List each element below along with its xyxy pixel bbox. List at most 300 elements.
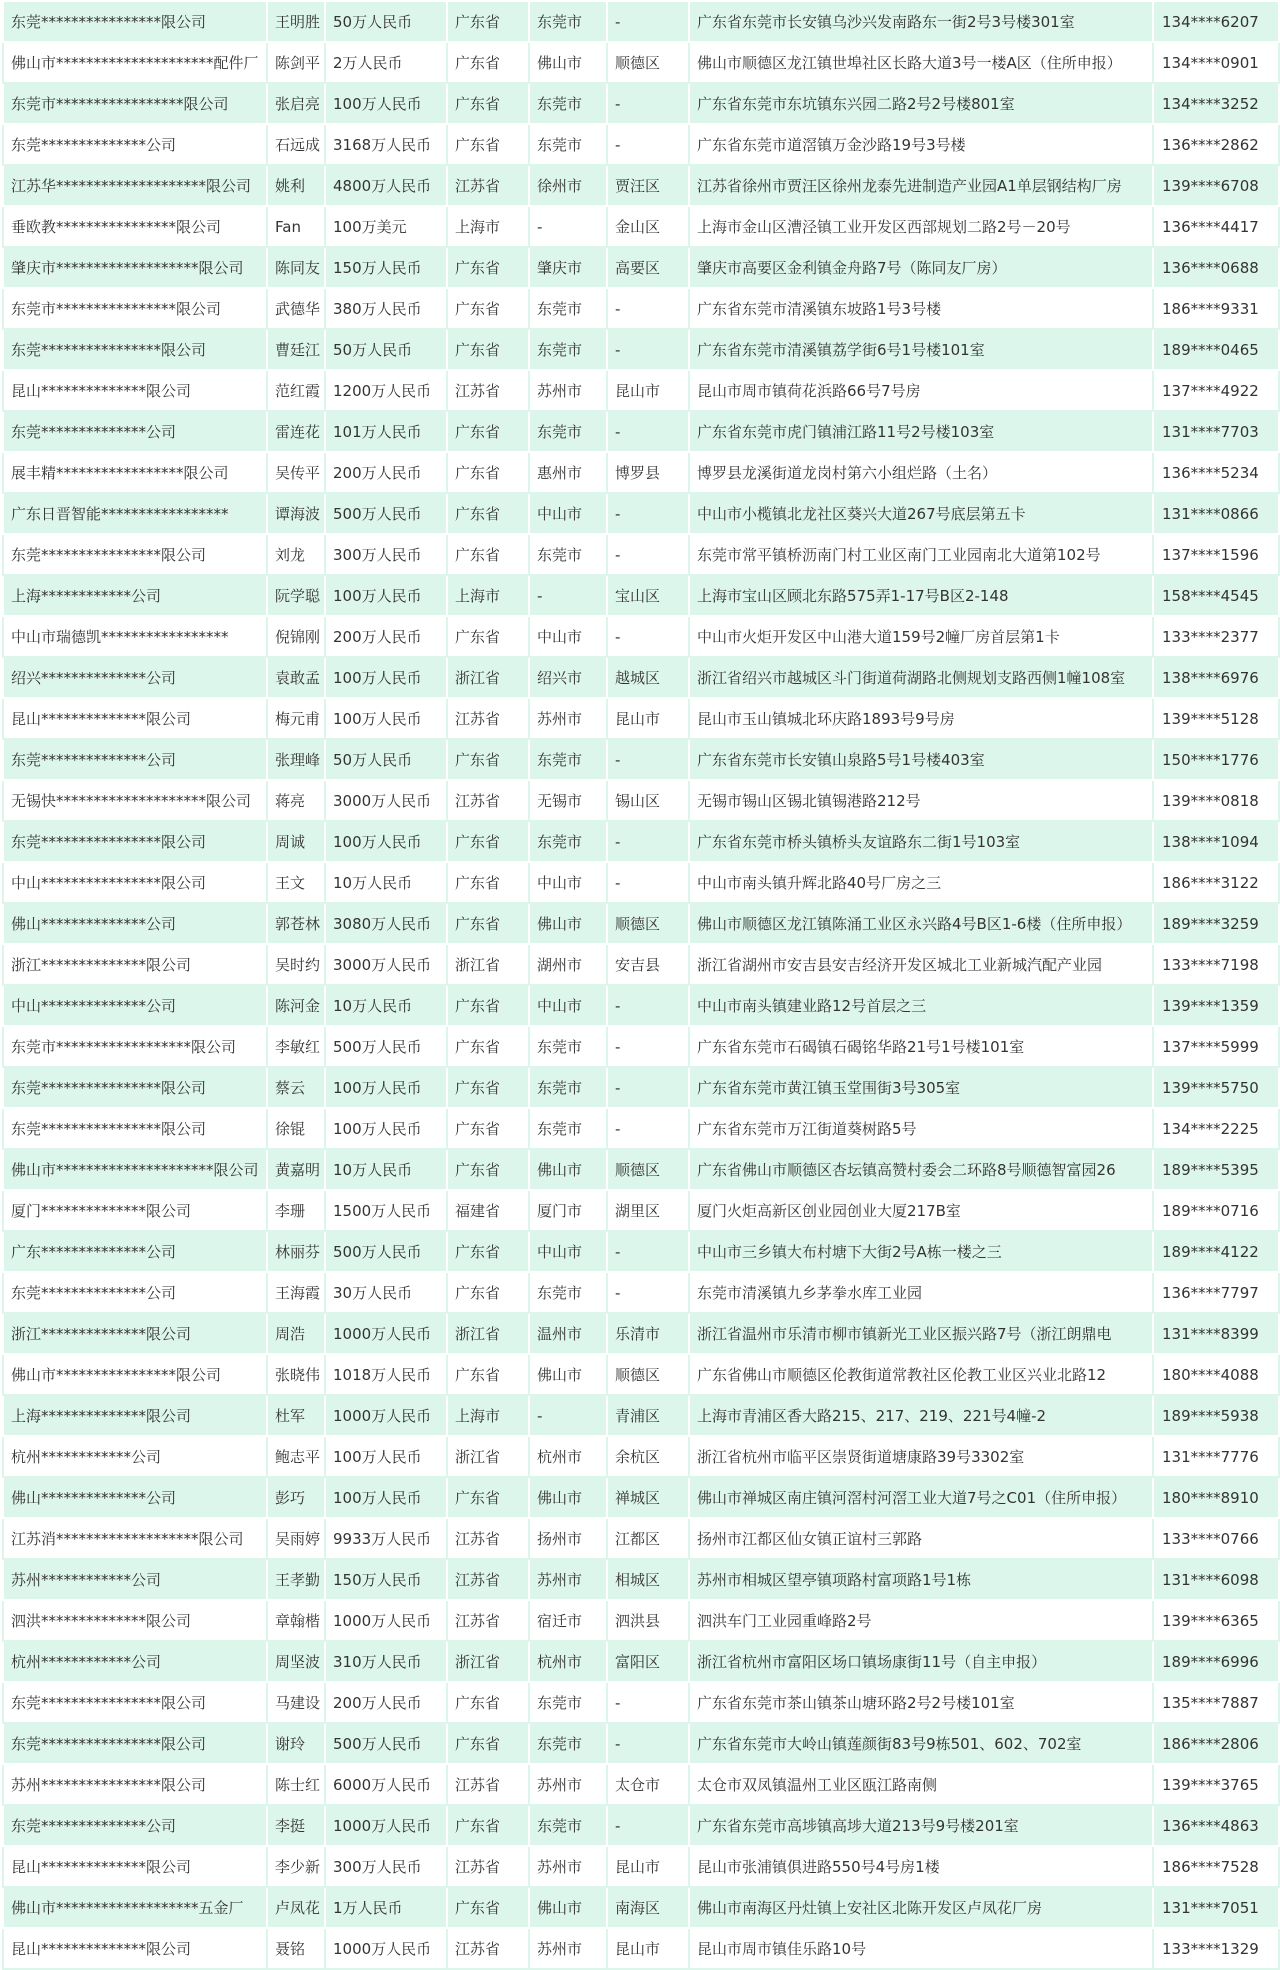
city-cell: 杭州市 bbox=[529, 1641, 607, 1682]
company-name-cell: 昆山**************限公司 bbox=[3, 698, 267, 739]
company-name-cell: 东莞****************限公司 bbox=[3, 1682, 267, 1723]
district-cell: - bbox=[607, 1108, 689, 1149]
city-cell: 佛山市 bbox=[529, 1477, 607, 1518]
city-cell: 苏州市 bbox=[529, 370, 607, 411]
table-row bbox=[3, 1846, 1279, 1887]
table-row bbox=[3, 1, 1279, 42]
city-cell: - bbox=[529, 206, 607, 247]
province-cell: 江苏省 bbox=[447, 1600, 529, 1641]
company-name-cell: 佛山市*********************限公司 bbox=[3, 1149, 267, 1190]
phone-cell: 139****3765 bbox=[1153, 1764, 1279, 1805]
province-cell: 上海市 bbox=[447, 1395, 529, 1436]
phone-cell: 189****6996 bbox=[1153, 1641, 1279, 1682]
district-cell: 宝山区 bbox=[607, 575, 689, 616]
city-cell: 徐州市 bbox=[529, 165, 607, 206]
contact-name-cell: 杜军 bbox=[267, 1395, 325, 1436]
address-cell: 广东省东莞市石碣镇石碣铭华路21号1号楼101室 bbox=[689, 1026, 1153, 1067]
district-cell: 禅城区 bbox=[607, 1477, 689, 1518]
contact-name-cell: 张理峰 bbox=[267, 739, 325, 780]
city-cell: 东莞市 bbox=[529, 1723, 607, 1764]
province-cell: 江苏省 bbox=[447, 780, 529, 821]
address-cell: 广东省佛山市顺德区伦教街道常教社区伦教工业区兴业北路12 bbox=[689, 1354, 1153, 1395]
city-cell: 苏州市 bbox=[529, 1928, 607, 1969]
contact-name-cell: 吴雨婷 bbox=[267, 1518, 325, 1559]
capital-cell: 50万人民币 bbox=[325, 329, 447, 370]
province-cell: 广东省 bbox=[447, 42, 529, 83]
contact-name-cell: 陈河金 bbox=[267, 985, 325, 1026]
city-cell: 中山市 bbox=[529, 616, 607, 657]
table-row bbox=[3, 1354, 1279, 1395]
province-cell: 广东省 bbox=[447, 1231, 529, 1272]
city-cell: 东莞市 bbox=[529, 329, 607, 370]
company-name-cell: 东莞****************限公司 bbox=[3, 534, 267, 575]
company-name-cell: 江苏消*******************限公司 bbox=[3, 1518, 267, 1559]
phone-cell: 139****6708 bbox=[1153, 165, 1279, 206]
contact-name-cell: 周诚 bbox=[267, 821, 325, 862]
table-row bbox=[3, 452, 1279, 493]
district-cell: 昆山市 bbox=[607, 1928, 689, 1969]
contact-name-cell: 马建设 bbox=[267, 1682, 325, 1723]
province-cell: 江苏省 bbox=[447, 370, 529, 411]
district-cell: - bbox=[607, 1231, 689, 1272]
phone-cell: 139****0818 bbox=[1153, 780, 1279, 821]
contact-name-cell: 卢凤花 bbox=[267, 1887, 325, 1928]
province-cell: 广东省 bbox=[447, 411, 529, 452]
city-cell: 惠州市 bbox=[529, 452, 607, 493]
city-cell: 中山市 bbox=[529, 1231, 607, 1272]
table-row bbox=[3, 1231, 1279, 1272]
address-cell: 广东省东莞市虎门镇浦江路11号2号楼103室 bbox=[689, 411, 1153, 452]
province-cell: 浙江省 bbox=[447, 944, 529, 985]
city-cell: 佛山市 bbox=[529, 1354, 607, 1395]
capital-cell: 10万人民币 bbox=[325, 985, 447, 1026]
province-cell: 广东省 bbox=[447, 1354, 529, 1395]
province-cell: 广东省 bbox=[447, 821, 529, 862]
table-row bbox=[3, 288, 1279, 329]
district-cell: 顺德区 bbox=[607, 1354, 689, 1395]
district-cell: 南海区 bbox=[607, 1887, 689, 1928]
phone-cell: 136****4863 bbox=[1153, 1805, 1279, 1846]
company-name-cell: 展丰精*****************限公司 bbox=[3, 452, 267, 493]
phone-cell: 137****1596 bbox=[1153, 534, 1279, 575]
phone-cell: 137****5999 bbox=[1153, 1026, 1279, 1067]
capital-cell: 500万人民币 bbox=[325, 1231, 447, 1272]
phone-cell: 131****6098 bbox=[1153, 1559, 1279, 1600]
address-cell: 昆山市张浦镇俱进路550号4号房1楼 bbox=[689, 1846, 1153, 1887]
capital-cell: 310万人民币 bbox=[325, 1641, 447, 1682]
address-cell: 中山市南头镇建业路12号首层之三 bbox=[689, 985, 1153, 1026]
district-cell: 泗洪县 bbox=[607, 1600, 689, 1641]
company-name-cell: 上海************公司 bbox=[3, 575, 267, 616]
table-row bbox=[3, 1395, 1279, 1436]
capital-cell: 150万人民币 bbox=[325, 247, 447, 288]
contact-name-cell: 王孝勤 bbox=[267, 1559, 325, 1600]
table-row bbox=[3, 1600, 1279, 1641]
province-cell: 广东省 bbox=[447, 124, 529, 165]
table-row bbox=[3, 657, 1279, 698]
address-cell: 昆山市玉山镇城北环庆路1893号9号房 bbox=[689, 698, 1153, 739]
contact-name-cell: 林丽芬 bbox=[267, 1231, 325, 1272]
city-cell: 东莞市 bbox=[529, 739, 607, 780]
city-cell: 宿迁市 bbox=[529, 1600, 607, 1641]
phone-cell: 134****2225 bbox=[1153, 1108, 1279, 1149]
capital-cell: 1018万人民币 bbox=[325, 1354, 447, 1395]
company-name-cell: 东莞**************公司 bbox=[3, 124, 267, 165]
phone-cell: 186****9331 bbox=[1153, 288, 1279, 329]
address-cell: 浙江省杭州市富阳区场口镇场康街11号（自主申报） bbox=[689, 1641, 1153, 1682]
contact-name-cell: 曹廷江 bbox=[267, 329, 325, 370]
company-name-cell: 东莞****************限公司 bbox=[3, 1067, 267, 1108]
contact-name-cell: 黄嘉明 bbox=[267, 1149, 325, 1190]
company-name-cell: 佛山市****************限公司 bbox=[3, 1354, 267, 1395]
company-name-cell: 垂欧教****************限公司 bbox=[3, 206, 267, 247]
capital-cell: 300万人民币 bbox=[325, 534, 447, 575]
province-cell: 广东省 bbox=[447, 493, 529, 534]
province-cell: 广东省 bbox=[447, 1682, 529, 1723]
address-cell: 中山市南头镇升辉北路40号厂房之三 bbox=[689, 862, 1153, 903]
capital-cell: 500万人民币 bbox=[325, 493, 447, 534]
capital-cell: 1000万人民币 bbox=[325, 1928, 447, 1969]
company-name-cell: 浙江**************限公司 bbox=[3, 944, 267, 985]
district-cell: 太仓市 bbox=[607, 1764, 689, 1805]
district-cell: - bbox=[607, 1, 689, 42]
province-cell: 江苏省 bbox=[447, 1928, 529, 1969]
contact-name-cell: 彭巧 bbox=[267, 1477, 325, 1518]
company-name-cell: 上海**************限公司 bbox=[3, 1395, 267, 1436]
province-cell: 浙江省 bbox=[447, 1641, 529, 1682]
city-cell: 佛山市 bbox=[529, 42, 607, 83]
table-row bbox=[3, 1559, 1279, 1600]
table-row bbox=[3, 247, 1279, 288]
table-row bbox=[3, 1805, 1279, 1846]
phone-cell: 189****4122 bbox=[1153, 1231, 1279, 1272]
capital-cell: 1000万人民币 bbox=[325, 1600, 447, 1641]
district-cell: 昆山市 bbox=[607, 698, 689, 739]
company-name-cell: 东莞**************公司 bbox=[3, 1805, 267, 1846]
district-cell: 昆山市 bbox=[607, 370, 689, 411]
contact-name-cell: 武德华 bbox=[267, 288, 325, 329]
address-cell: 广东省东莞市长安镇山泉路5号1号楼403室 bbox=[689, 739, 1153, 780]
province-cell: 广东省 bbox=[447, 1108, 529, 1149]
company-name-cell: 佛山市*********************配件厂 bbox=[3, 42, 267, 83]
table-row bbox=[3, 1641, 1279, 1682]
phone-cell: 189****0465 bbox=[1153, 329, 1279, 370]
phone-cell: 133****0766 bbox=[1153, 1518, 1279, 1559]
city-cell: 湖州市 bbox=[529, 944, 607, 985]
contact-name-cell: 谭海波 bbox=[267, 493, 325, 534]
company-name-cell: 中山市瑞德凯***************** bbox=[3, 616, 267, 657]
address-cell: 中山市火炬开发区中山港大道159号2幢厂房首层第1卡 bbox=[689, 616, 1153, 657]
address-cell: 广东省东莞市清溪镇东坡路1号3号楼 bbox=[689, 288, 1153, 329]
province-cell: 广东省 bbox=[447, 288, 529, 329]
company-name-cell: 广东日晋智能***************** bbox=[3, 493, 267, 534]
district-cell: 高要区 bbox=[607, 247, 689, 288]
city-cell: 东莞市 bbox=[529, 411, 607, 452]
table-row bbox=[3, 1887, 1279, 1928]
district-cell: - bbox=[607, 821, 689, 862]
province-cell: 广东省 bbox=[447, 985, 529, 1026]
capital-cell: 100万人民币 bbox=[325, 1108, 447, 1149]
company-name-cell: 泗洪**************限公司 bbox=[3, 1600, 267, 1641]
contact-name-cell: 蔡云 bbox=[267, 1067, 325, 1108]
district-cell: 相城区 bbox=[607, 1559, 689, 1600]
capital-cell: 100万人民币 bbox=[325, 821, 447, 862]
city-cell: 杭州市 bbox=[529, 1436, 607, 1477]
address-cell: 广东省东莞市万江街道葵树路5号 bbox=[689, 1108, 1153, 1149]
table-row bbox=[3, 698, 1279, 739]
address-cell: 广东省东莞市大岭山镇莲颜街83号9栋501、602、702室 bbox=[689, 1723, 1153, 1764]
phone-cell: 136****0688 bbox=[1153, 247, 1279, 288]
contact-name-cell: 倪锦刚 bbox=[267, 616, 325, 657]
address-cell: 广东省东莞市道滘镇万金沙路19号3号楼 bbox=[689, 124, 1153, 165]
district-cell: 顺德区 bbox=[607, 903, 689, 944]
contact-name-cell: 章翰楷 bbox=[267, 1600, 325, 1641]
company-name-cell: 佛山**************公司 bbox=[3, 1477, 267, 1518]
table-row bbox=[3, 493, 1279, 534]
district-cell: - bbox=[607, 985, 689, 1026]
capital-cell: 1000万人民币 bbox=[325, 1395, 447, 1436]
contact-name-cell: 王明胜 bbox=[267, 1, 325, 42]
city-cell: 东莞市 bbox=[529, 1805, 607, 1846]
capital-cell: 100万人民币 bbox=[325, 657, 447, 698]
district-cell: 博罗县 bbox=[607, 452, 689, 493]
contact-name-cell: 周浩 bbox=[267, 1313, 325, 1354]
company-name-cell: 浙江**************限公司 bbox=[3, 1313, 267, 1354]
address-cell: 太仓市双凤镇温州工业区瓯江路南侧 bbox=[689, 1764, 1153, 1805]
city-cell: 东莞市 bbox=[529, 1067, 607, 1108]
capital-cell: 500万人民币 bbox=[325, 1723, 447, 1764]
phone-cell: 139****6365 bbox=[1153, 1600, 1279, 1641]
district-cell: 锡山区 bbox=[607, 780, 689, 821]
table-row bbox=[3, 329, 1279, 370]
district-cell: - bbox=[607, 329, 689, 370]
contact-name-cell: 李挺 bbox=[267, 1805, 325, 1846]
company-name-cell: 广东**************公司 bbox=[3, 1231, 267, 1272]
contact-name-cell: 吴时约 bbox=[267, 944, 325, 985]
phone-cell: 158****4545 bbox=[1153, 575, 1279, 616]
company-name-cell: 昆山**************限公司 bbox=[3, 1928, 267, 1969]
table-row bbox=[3, 1313, 1279, 1354]
phone-cell: 139****5750 bbox=[1153, 1067, 1279, 1108]
phone-cell: 186****2806 bbox=[1153, 1723, 1279, 1764]
contact-name-cell: 徐锟 bbox=[267, 1108, 325, 1149]
table-row bbox=[3, 1764, 1279, 1805]
phone-cell: 136****4417 bbox=[1153, 206, 1279, 247]
province-cell: 浙江省 bbox=[447, 657, 529, 698]
contact-name-cell: 袁敢孟 bbox=[267, 657, 325, 698]
capital-cell: 100万人民币 bbox=[325, 575, 447, 616]
province-cell: 广东省 bbox=[447, 903, 529, 944]
province-cell: 江苏省 bbox=[447, 1764, 529, 1805]
province-cell: 广东省 bbox=[447, 452, 529, 493]
table-row bbox=[3, 206, 1279, 247]
table-row bbox=[3, 862, 1279, 903]
contact-name-cell: 张启亮 bbox=[267, 83, 325, 124]
company-name-cell: 东莞市*****************限公司 bbox=[3, 83, 267, 124]
district-cell: - bbox=[607, 1272, 689, 1313]
capital-cell: 150万人民币 bbox=[325, 1559, 447, 1600]
contact-name-cell: 姚利 bbox=[267, 165, 325, 206]
contact-name-cell: 雷连花 bbox=[267, 411, 325, 452]
capital-cell: 3168万人民币 bbox=[325, 124, 447, 165]
capital-cell: 500万人民币 bbox=[325, 1026, 447, 1067]
district-cell: - bbox=[607, 1723, 689, 1764]
phone-cell: 131****7051 bbox=[1153, 1887, 1279, 1928]
address-cell: 中山市小榄镇北龙社区葵兴大道267号底层第五卡 bbox=[689, 493, 1153, 534]
phone-cell: 137****4922 bbox=[1153, 370, 1279, 411]
district-cell: 余杭区 bbox=[607, 1436, 689, 1477]
capital-cell: 200万人民币 bbox=[325, 616, 447, 657]
capital-cell: 3080万人民币 bbox=[325, 903, 447, 944]
city-cell: 东莞市 bbox=[529, 1, 607, 42]
phone-cell: 136****2862 bbox=[1153, 124, 1279, 165]
province-cell: 广东省 bbox=[447, 1149, 529, 1190]
table-row bbox=[3, 42, 1279, 83]
address-cell: 上海市金山区漕泾镇工业开发区西部规划二路2号－20号 bbox=[689, 206, 1153, 247]
contact-name-cell: 王文 bbox=[267, 862, 325, 903]
district-cell: - bbox=[607, 1026, 689, 1067]
capital-cell: 101万人民币 bbox=[325, 411, 447, 452]
city-cell: 东莞市 bbox=[529, 1272, 607, 1313]
city-cell: 东莞市 bbox=[529, 1682, 607, 1723]
phone-cell: 180****8910 bbox=[1153, 1477, 1279, 1518]
address-cell: 扬州市江都区仙女镇正谊村三郭路 bbox=[689, 1518, 1153, 1559]
city-cell: 肇庆市 bbox=[529, 247, 607, 288]
phone-cell: 134****3252 bbox=[1153, 83, 1279, 124]
province-cell: 江苏省 bbox=[447, 1518, 529, 1559]
phone-cell: 186****3122 bbox=[1153, 862, 1279, 903]
address-cell: 昆山市周市镇荷花浜路66号7号房 bbox=[689, 370, 1153, 411]
table-row bbox=[3, 780, 1279, 821]
capital-cell: 1000万人民币 bbox=[325, 1805, 447, 1846]
address-cell: 浙江省温州市乐清市柳市镇新光工业区振兴路7号（浙江朗鼎电 bbox=[689, 1313, 1153, 1354]
capital-cell: 100万人民币 bbox=[325, 1067, 447, 1108]
table-body bbox=[3, 1, 1279, 1969]
phone-cell: 133****1329 bbox=[1153, 1928, 1279, 1969]
capital-cell: 300万人民币 bbox=[325, 1846, 447, 1887]
district-cell: 贾汪区 bbox=[607, 165, 689, 206]
capital-cell: 2万人民币 bbox=[325, 42, 447, 83]
address-cell: 博罗县龙溪街道龙岗村第六小组烂路（土名） bbox=[689, 452, 1153, 493]
address-cell: 浙江省湖州市安吉县安吉经济开发区城北工业新城汽配产业园 bbox=[689, 944, 1153, 985]
contact-name-cell: 吴传平 bbox=[267, 452, 325, 493]
address-cell: 广东省东莞市桥头镇桥头友谊路东二街1号103室 bbox=[689, 821, 1153, 862]
district-cell: - bbox=[607, 411, 689, 452]
address-cell: 广东省东莞市高埗镇高埗大道213号9号楼201室 bbox=[689, 1805, 1153, 1846]
capital-cell: 100万人民币 bbox=[325, 83, 447, 124]
district-cell: 富阳区 bbox=[607, 1641, 689, 1682]
province-cell: 广东省 bbox=[447, 1805, 529, 1846]
phone-cell: 189****3259 bbox=[1153, 903, 1279, 944]
address-cell: 东莞市清溪镇九乡茅拳水库工业园 bbox=[689, 1272, 1153, 1313]
district-cell: - bbox=[607, 124, 689, 165]
city-cell: 无锡市 bbox=[529, 780, 607, 821]
table-row bbox=[3, 903, 1279, 944]
address-cell: 上海市青浦区香大路215、217、219、221号4幢-2 bbox=[689, 1395, 1153, 1436]
phone-cell: 180****4088 bbox=[1153, 1354, 1279, 1395]
capital-cell: 10万人民币 bbox=[325, 1149, 447, 1190]
phone-cell: 131****0866 bbox=[1153, 493, 1279, 534]
city-cell: 佛山市 bbox=[529, 1149, 607, 1190]
address-cell: 中山市三乡镇大布村塘下大街2号A栋一楼之三 bbox=[689, 1231, 1153, 1272]
capital-cell: 100万人民币 bbox=[325, 1477, 447, 1518]
province-cell: 广东省 bbox=[447, 247, 529, 288]
company-name-cell: 江苏华********************限公司 bbox=[3, 165, 267, 206]
city-cell: 苏州市 bbox=[529, 1764, 607, 1805]
capital-cell: 50万人民币 bbox=[325, 1, 447, 42]
district-cell: 安吉县 bbox=[607, 944, 689, 985]
city-cell: 绍兴市 bbox=[529, 657, 607, 698]
company-table bbox=[2, 0, 1280, 1970]
company-name-cell: 苏州************公司 bbox=[3, 1559, 267, 1600]
phone-cell: 134****6207 bbox=[1153, 1, 1279, 42]
district-cell: - bbox=[607, 288, 689, 329]
province-cell: 上海市 bbox=[447, 575, 529, 616]
province-cell: 江苏省 bbox=[447, 1559, 529, 1600]
table-row bbox=[3, 1477, 1279, 1518]
district-cell: 顺德区 bbox=[607, 42, 689, 83]
district-cell: 湖里区 bbox=[607, 1190, 689, 1231]
province-cell: 广东省 bbox=[447, 83, 529, 124]
phone-cell: 136****5234 bbox=[1153, 452, 1279, 493]
address-cell: 佛山市南海区丹灶镇上安社区北陈开发区卢凤花厂房 bbox=[689, 1887, 1153, 1928]
address-cell: 浙江省杭州市临平区崇贤街道塘康路39号3302室 bbox=[689, 1436, 1153, 1477]
city-cell: 东莞市 bbox=[529, 534, 607, 575]
table-row bbox=[3, 575, 1279, 616]
district-cell: 江都区 bbox=[607, 1518, 689, 1559]
contact-name-cell: Fan bbox=[267, 206, 325, 247]
company-name-cell: 东莞****************限公司 bbox=[3, 1723, 267, 1764]
city-cell: 温州市 bbox=[529, 1313, 607, 1354]
district-cell: - bbox=[607, 862, 689, 903]
city-cell: - bbox=[529, 575, 607, 616]
address-cell: 广东省佛山市顺德区杏坛镇高赞村委会二环路8号顺德智富园26 bbox=[689, 1149, 1153, 1190]
district-cell: - bbox=[607, 616, 689, 657]
table-row bbox=[3, 985, 1279, 1026]
district-cell: - bbox=[607, 1067, 689, 1108]
table-row bbox=[3, 616, 1279, 657]
company-name-cell: 东莞市****************限公司 bbox=[3, 288, 267, 329]
district-cell: - bbox=[607, 739, 689, 780]
district-cell: - bbox=[607, 1805, 689, 1846]
city-cell: 苏州市 bbox=[529, 1559, 607, 1600]
table-row bbox=[3, 1149, 1279, 1190]
district-cell: - bbox=[607, 534, 689, 575]
phone-cell: 189****5938 bbox=[1153, 1395, 1279, 1436]
table-row bbox=[3, 1108, 1279, 1149]
capital-cell: 200万人民币 bbox=[325, 452, 447, 493]
contact-name-cell: 陈剑平 bbox=[267, 42, 325, 83]
address-cell: 广东省东莞市黄江镇玉堂围街3号305室 bbox=[689, 1067, 1153, 1108]
address-cell: 苏州市相城区望亭镇项路村富项路1号1栋 bbox=[689, 1559, 1153, 1600]
city-cell: 东莞市 bbox=[529, 288, 607, 329]
contact-name-cell: 蒋亮 bbox=[267, 780, 325, 821]
phone-cell: 138****6976 bbox=[1153, 657, 1279, 698]
contact-name-cell: 梅元甫 bbox=[267, 698, 325, 739]
province-cell: 上海市 bbox=[447, 206, 529, 247]
phone-cell: 133****2377 bbox=[1153, 616, 1279, 657]
city-cell: 佛山市 bbox=[529, 1887, 607, 1928]
capital-cell: 1500万人民币 bbox=[325, 1190, 447, 1231]
address-cell: 广东省东莞市茶山镇茶山塘环路2号2号楼101室 bbox=[689, 1682, 1153, 1723]
capital-cell: 1200万人民币 bbox=[325, 370, 447, 411]
capital-cell: 1000万人民币 bbox=[325, 1313, 447, 1354]
phone-cell: 186****7528 bbox=[1153, 1846, 1279, 1887]
contact-name-cell: 范红霞 bbox=[267, 370, 325, 411]
contact-name-cell: 王海霞 bbox=[267, 1272, 325, 1313]
capital-cell: 100万人民币 bbox=[325, 698, 447, 739]
table-row bbox=[3, 1723, 1279, 1764]
